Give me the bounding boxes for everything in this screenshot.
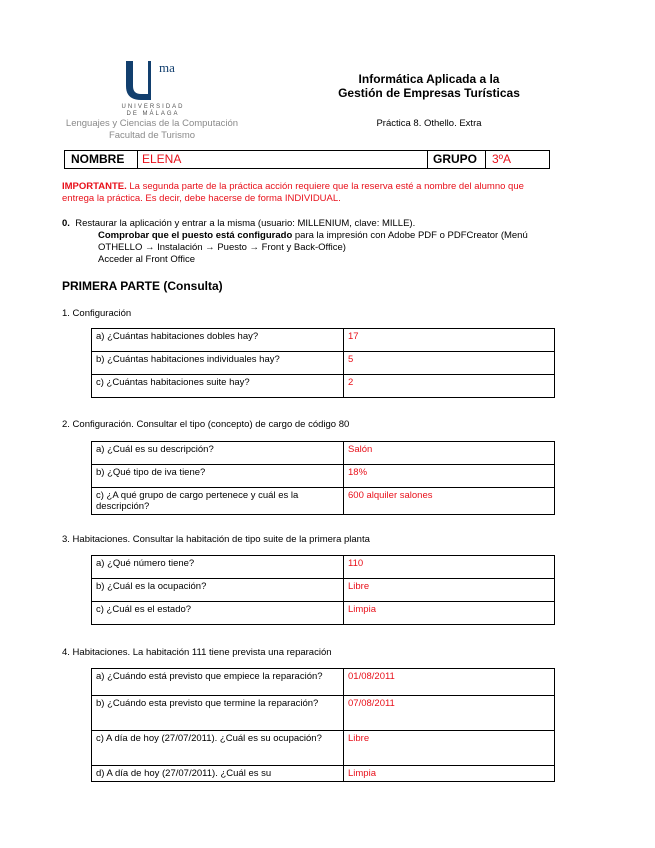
course-title <box>300 72 558 100</box>
table-row <box>92 602 555 625</box>
answer-cell[interactable]: 600 alquiler salones <box>344 488 555 515</box>
question-cell: c) ¿A qué grupo de cargo pertenece y cuál es la descripción? <box>92 488 344 515</box>
answer-cell[interactable]: Limpia <box>344 602 555 625</box>
answer-cell[interactable]: Limpia <box>344 766 555 782</box>
section-2-title: 2. Configuración. Consultar el tipo (concepto) de cargo de código 80 <box>62 419 350 430</box>
part1-title: PRIMERA PARTE (Consulta) <box>62 279 223 293</box>
answer-cell[interactable]: 2 <box>344 375 555 398</box>
name-label: NOMBRE <box>71 152 125 166</box>
department-line1: Lenguajes y Ciencias de la Computación <box>65 118 239 129</box>
step0-line4: Acceder al Front Office <box>98 254 195 265</box>
question-cell: c) ¿Cuál es el estado? <box>92 602 344 625</box>
table-row <box>92 731 555 766</box>
answer-cell[interactable]: Salón <box>344 442 555 465</box>
important-label: IMPORTANTE. <box>62 181 127 192</box>
answer-cell[interactable]: Libre <box>344 579 555 602</box>
section-4-table <box>91 668 555 782</box>
section-3-table <box>91 555 555 625</box>
student-bar <box>64 150 550 169</box>
question-cell: a) ¿Cuándo está previsto que empiece la reparación? <box>92 669 344 696</box>
question-cell: b) ¿Cuándo esta previsto que termine la reparación? <box>92 696 344 731</box>
table-row <box>92 329 555 352</box>
important-text1: La segunda parte de la práctica acción requiere que la reserva esté a nombre del alumno que <box>126 181 524 192</box>
table-row <box>92 766 555 782</box>
logo-text: ma <box>159 60 175 75</box>
step-0 <box>62 218 602 266</box>
answer-cell[interactable]: 17 <box>344 329 555 352</box>
group-label: GRUPO <box>433 152 478 166</box>
name-value[interactable]: ELENA <box>142 152 182 166</box>
question-cell: a) ¿Qué número tiene? <box>92 556 344 579</box>
title-line2: Gestión de Empresas Turísticas <box>338 86 520 100</box>
department-line2: Facultad de Turismo <box>108 130 196 141</box>
important-text2: entrega la práctica. Es decir, debe hacerse de forma INDIVIDUAL. <box>62 193 341 204</box>
section-1-table <box>91 328 555 398</box>
step0-number: 0. <box>62 218 70 229</box>
table-row <box>92 696 555 731</box>
question-cell: b) ¿Cuál es la ocupación? <box>92 579 344 602</box>
answer-cell[interactable]: Libre <box>344 731 555 766</box>
table-row <box>92 352 555 375</box>
section-3-title: 3. Habitaciones. Consultar la habitación de tipo suite de la primera planta <box>62 534 370 545</box>
title-line1: Informática Aplicada a la <box>358 72 500 86</box>
question-cell: c) A día de hoy (27/07/2011). ¿Cuál es su ocupación? <box>92 731 344 766</box>
practice-title: Práctica 8. Othello. Extra <box>376 118 482 129</box>
table-row <box>92 465 555 488</box>
step0-line2: para la impresión con Adobe PDF o PDFCreator (Menú <box>292 230 528 241</box>
group-value[interactable]: 3ºA <box>492 152 512 166</box>
table-row <box>92 579 555 602</box>
answer-cell[interactable]: 110 <box>344 556 555 579</box>
answer-cell[interactable]: 18% <box>344 465 555 488</box>
table-row <box>92 375 555 398</box>
table-row <box>92 669 555 696</box>
question-cell: b) ¿Qué tipo de iva tiene? <box>92 465 344 488</box>
section-4-title: 4. Habitaciones. La habitación 111 tiene prevista una reparación <box>62 647 332 658</box>
answer-cell[interactable]: 07/08/2011 <box>344 696 555 731</box>
section-1-title: 1. Configuración <box>62 308 132 319</box>
section-2-table <box>91 441 555 515</box>
table-row <box>92 488 555 515</box>
step0-line1: Restaurar la aplicación y entrar a la misma (usuario: MILLENIUM, clave: MILLE). <box>75 218 416 229</box>
question-cell: c) ¿Cuántas habitaciones suite hay? <box>92 375 344 398</box>
table-row <box>92 556 555 579</box>
question-cell: b) ¿Cuántas habitaciones individuales hay? <box>92 352 344 375</box>
answer-cell[interactable]: 5 <box>344 352 555 375</box>
step0-bold: Comprobar que el puesto está configurado <box>98 230 293 241</box>
step0-line3: OTHELLO → Instalación → Puesto → Front y Back-Office) <box>98 242 346 253</box>
question-cell: a) ¿Cuál es su descripción? <box>92 442 344 465</box>
question-cell: a) ¿Cuántas habitaciones dobles hay? <box>92 329 344 352</box>
important-notice <box>62 181 592 205</box>
department <box>62 118 242 142</box>
table-row <box>92 442 555 465</box>
logo-subtext: UNIVERSIDAD DE MÁLAGA <box>121 104 185 117</box>
question-cell: d) A día de hoy (27/07/2011). ¿Cuál es su <box>92 766 344 782</box>
answer-cell[interactable]: 01/08/2011 <box>344 669 555 696</box>
